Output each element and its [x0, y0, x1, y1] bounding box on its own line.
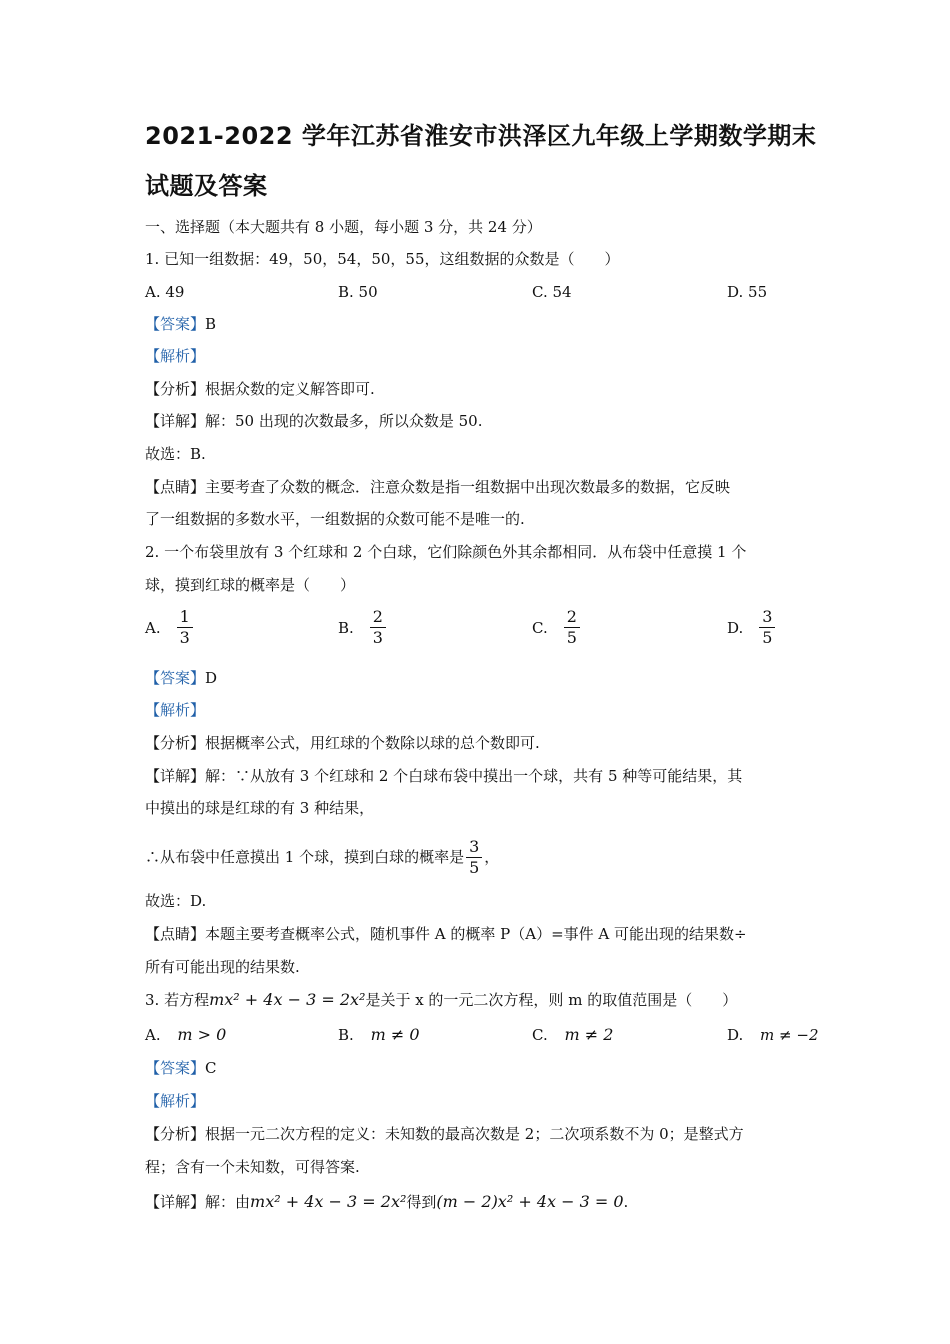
q3-analysis-heading [145, 1091, 205, 1111]
dianjing-text: 本题主要考查概率公式，随机事件 A 的概率 P（A）=事件 A 可能出现的结果数÷ [205, 925, 747, 943]
dianjing-tag: 【点睛】 [145, 478, 206, 496]
q2-stem-line-1: 2. 一个布袋里放有 3 个红球和 2 个白球，它们除颜色外其余都相同．从布袋中任意摸 1 个 [145, 543, 747, 561]
q3-answer [145, 1058, 217, 1078]
denominator: 3 [179, 628, 190, 647]
option-label: A. [145, 1026, 161, 1044]
fraction [564, 608, 580, 647]
q3-xiangjie [145, 1192, 628, 1212]
analysis-tag: 【解析】 [145, 347, 206, 365]
q2-xiangjie-line-1 [145, 766, 742, 786]
q2-conclusion [145, 836, 499, 877]
fenxi-text: 根据一元二次方程的定义：未知数的最高次数是 2；二次项系数不为 0；是整式方 [205, 1125, 744, 1143]
q1-option-d: D. 55 [727, 283, 768, 301]
equation-result: (m − 2)x² + 4x − 3 = 0 [436, 1192, 624, 1211]
option-label: B. [338, 1026, 354, 1044]
fenxi-text: 根据概率公式，用红球的个数除以球的总个数即可. [205, 734, 540, 752]
q3-stem [145, 990, 737, 1010]
q3-option-c [532, 1025, 613, 1045]
option-label: B. [338, 618, 354, 637]
fenxi-text: 根据众数的定义解答即可. [205, 380, 375, 398]
numerator: 2 [370, 608, 386, 628]
q2-xiangjie-line-2: 中摸出的球是红球的有 3 种结果， [145, 799, 375, 817]
q2-stem-line-2: 球，摸到红球的概率是（ ） [145, 576, 356, 594]
q2-answer [145, 668, 217, 688]
equation: mx² + 4x − 3 = 2x² [250, 1192, 407, 1211]
fraction [466, 838, 482, 877]
fraction [759, 608, 775, 647]
xiangjie-text: 解：由 [205, 1193, 251, 1211]
equation: mx² + 4x − 3 = 2x² [209, 990, 366, 1009]
option-label: C. [532, 1026, 548, 1044]
q2-fenxi [145, 733, 540, 753]
conclusion-punct: ， [484, 848, 500, 866]
fraction [370, 608, 386, 647]
q3-fenxi-line-1 [145, 1124, 744, 1144]
xiangjie-text: 解：50 出现的次数最多，所以众数是 50. [205, 412, 483, 430]
q1-dianjing-line-1 [145, 477, 730, 497]
answer-value: D [205, 669, 218, 687]
q2-dianjing-line-2: 所有可能出现的结果数. [145, 958, 300, 976]
answer-tag: 【答案】 [145, 669, 206, 687]
denominator: 5 [469, 857, 480, 877]
numerator: 3 [759, 608, 775, 628]
option-expr: m ≠ −2 [760, 1026, 819, 1044]
denominator: 5 [566, 628, 577, 647]
xiangjie-tag: 【详解】 [145, 412, 206, 430]
q2-dianjing-line-1 [145, 924, 747, 944]
q3-option-d [727, 1025, 819, 1045]
section-heading: 一、选择题（本大题共有 8 小题，每小题 3 分，共 24 分） [145, 218, 542, 236]
answer-tag: 【答案】 [145, 315, 206, 333]
fenxi-tag: 【分析】 [145, 1125, 206, 1143]
analysis-tag: 【解析】 [145, 1092, 206, 1110]
denominator: 3 [372, 628, 383, 647]
xiangjie-tag: 【详解】 [145, 1193, 206, 1211]
conclusion-text: ∴从布袋中任意摸出 1 个球，摸到白球的概率是 [145, 848, 465, 866]
dianjing-tag: 【点睛】 [145, 925, 206, 943]
q1-xiangjie [145, 411, 483, 431]
q1-choice: 故选：B. [145, 445, 206, 463]
xiangjie-end: . [623, 1193, 629, 1211]
document-title-line-1: 2021-2022 学年江苏省淮安市洪泽区九年级上学期数学期末 [145, 122, 817, 150]
option-label: D. [727, 1026, 744, 1044]
xiangjie-text: 解：∵从放有 3 个红球和 2 个白球布袋中摸出一个球，共有 5 种等可能结果，其 [205, 767, 743, 785]
option-label: A. [145, 618, 161, 637]
xiangjie-mid: 得到 [406, 1193, 437, 1211]
q1-option-c: C. 54 [532, 283, 572, 301]
q1-fenxi [145, 379, 375, 399]
denominator: 5 [762, 628, 773, 647]
q3-fenxi-line-2: 程；含有一个未知数，可得答案. [145, 1158, 360, 1176]
option-expr: m ≠ 2 [564, 1025, 614, 1044]
stem-text: 3. 若方程 [145, 991, 210, 1009]
numerator: 2 [564, 608, 580, 628]
answer-value: C [205, 1059, 217, 1077]
numerator: 1 [177, 608, 193, 628]
fenxi-tag: 【分析】 [145, 380, 206, 398]
q1-option-b: B. 50 [338, 283, 378, 301]
xiangjie-tag: 【详解】 [145, 767, 206, 785]
option-label: D. [727, 618, 744, 637]
fenxi-tag: 【分析】 [145, 734, 206, 752]
option-expr: m > 0 [177, 1025, 227, 1044]
q2-option-c [532, 608, 582, 647]
option-label: C. [532, 618, 548, 637]
analysis-tag: 【解析】 [145, 701, 206, 719]
document-title-line-2: 试题及答案 [145, 172, 268, 200]
q2-option-b [338, 608, 388, 647]
q1-option-a: A. 49 [145, 283, 185, 301]
answer-tag: 【答案】 [145, 1059, 206, 1077]
q2-choice: 故选：D. [145, 892, 207, 910]
q2-option-d [727, 608, 777, 647]
q1-analysis-heading [145, 346, 205, 366]
answer-value: B [205, 315, 217, 333]
q1-stem: 1. 已知一组数据：49，50，54，50，55，这组数据的众数是（ ） [145, 250, 620, 268]
q3-option-a [145, 1025, 226, 1045]
q1-dianjing-line-2: 了一组数据的多数水平，一组数据的众数可能不是唯一的. [145, 510, 525, 528]
fraction [177, 608, 193, 647]
q2-analysis-heading [145, 700, 205, 720]
numerator: 3 [466, 838, 482, 858]
dianjing-text: 主要考查了众数的概念．注意众数是指一组数据中出现次数最多的数据，它反映 [205, 478, 731, 496]
q3-option-b [338, 1025, 420, 1045]
q2-option-a [145, 608, 195, 647]
q1-answer [145, 314, 216, 334]
option-expr: m ≠ 0 [370, 1025, 420, 1044]
stem-text-tail: 是关于 x 的一元二次方程，则 m 的取值范围是（ ） [365, 991, 738, 1009]
